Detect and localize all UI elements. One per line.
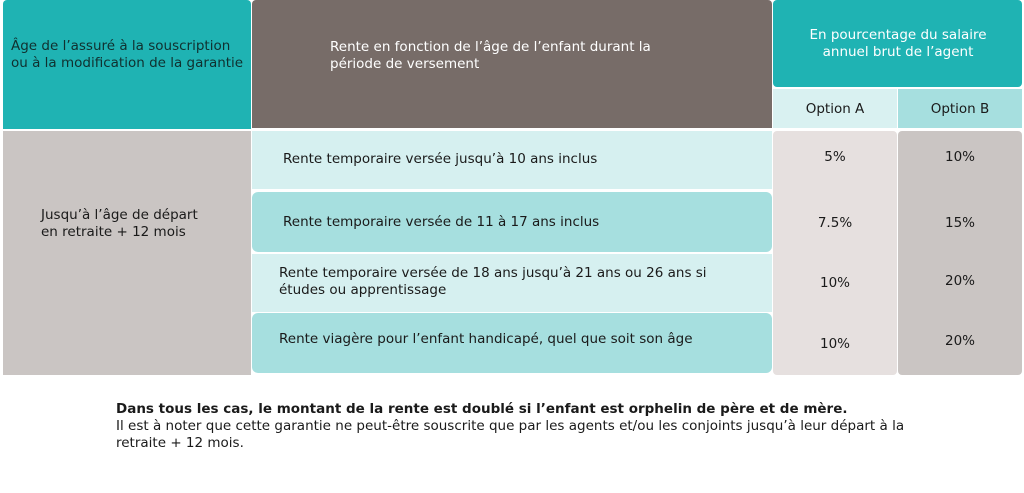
table-row xyxy=(252,313,772,373)
option-b-header xyxy=(898,89,1022,128)
footnote-text: Il est à noter que cette garantie ne peut-être souscrite que par les agents et/ou les conjoints jusqu’à leur départ à la retraite + 12 mois. xyxy=(116,418,905,451)
option-a-value: 5% xyxy=(824,149,846,165)
header-age-label: Âge de l’assuré à la souscription ou à la modification de la garantie xyxy=(11,38,244,71)
age-cell xyxy=(3,131,251,375)
option-a-value: 10% xyxy=(819,336,850,352)
header-rente-cell xyxy=(252,0,772,128)
option-b-value: 20% xyxy=(944,273,975,289)
option-a-value: 7.5% xyxy=(817,215,853,231)
option-b-column xyxy=(898,131,1022,375)
table-row xyxy=(252,192,772,252)
table-row xyxy=(252,131,772,189)
header-age-cell xyxy=(3,0,251,129)
row-label: Rente temporaire versée jusqu’à 10 ans inclus xyxy=(283,151,598,167)
option-b-label: Option B xyxy=(930,101,990,117)
footnote xyxy=(116,401,976,452)
age-value: Jusqu’à l’âge de départ en retraite + 12 mois xyxy=(41,207,198,240)
table-row xyxy=(252,254,772,312)
option-b-value: 20% xyxy=(944,333,975,349)
row-label: Rente temporaire versée de 18 ans jusqu’à 21 ans ou 26 ans si études ou apprentissage xyxy=(279,265,707,298)
header-percentage-label: En pourcentage du salaire annuel brut de l’agent xyxy=(809,27,987,60)
option-a-label: Option A xyxy=(805,101,865,117)
footnote-bold: Dans tous les cas, le montant de la rente est doublé si l’enfant est orphelin de père et de mère. xyxy=(116,401,848,417)
option-a-value: 10% xyxy=(819,275,850,291)
row-label: Rente viagère pour l’enfant handicapé, quel que soit son âge xyxy=(279,331,693,347)
row-label: Rente temporaire versée de 11 à 17 ans inclus xyxy=(283,214,600,230)
option-b-value: 10% xyxy=(944,149,975,165)
header-percentage-cell xyxy=(773,0,1022,87)
option-a-header xyxy=(773,89,897,128)
option-a-column xyxy=(773,131,897,375)
header-rente-label: Rente en fonction de l’âge de l’enfant durant la période de versement xyxy=(330,39,651,72)
option-b-value: 15% xyxy=(944,215,975,231)
